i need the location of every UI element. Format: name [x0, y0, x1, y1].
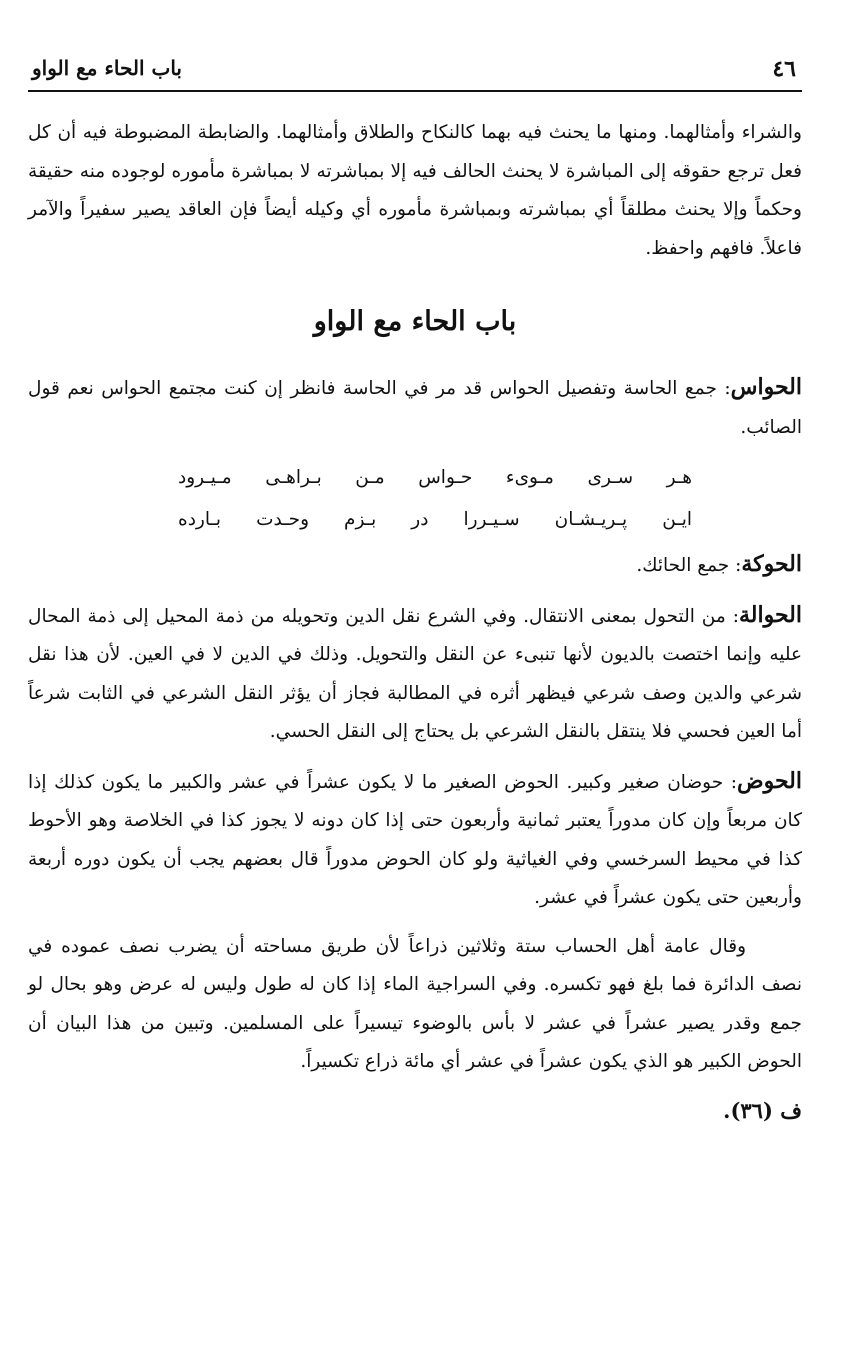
entry-text: : جمع الحاسة وتفصيل الحواس قد مر في الحاسة فانظر إن كنت مجتمع الحواس نعم قول الصائب.	[28, 378, 802, 438]
page-header	[28, 54, 802, 92]
running-title: باب الحاء مع الواو	[32, 56, 182, 80]
page-number: ٤٦	[772, 56, 796, 82]
source-reference: ف (٣٦).	[723, 1097, 802, 1123]
verse-line-1: هـر سـرى مـوىء حـواس مـن بـراهـى مـيـرود	[178, 467, 692, 488]
entry-term: الحواس	[730, 374, 802, 400]
entry-text: : من التحول بمعنى الانتقال. وفي الشرع نقل الدين وتحويله من ذمة المحيل إلى ذمة المحال عليه وإنما اختصت بالديون لأنها تنبىء عن النقل والتحويل. وذلك في الدين لا في العين. لأن هذا نقل شرعي والدين وصف شرعي فيظهر أثره في المطالبة فجاز أن يؤثر النقل الشرعي في الثابت شرعاً أما العين فحسي فلا ينتقل بالنقل الشرعي بل يحتاج إلى النقل الحسي.	[28, 605, 802, 742]
entry-text: : جمع الحائك.	[636, 555, 742, 576]
entry-term: الحوض	[737, 767, 802, 794]
entry-hawd-continued: وقال عامة أهل الحساب ستة وثلاثين ذراعاً لأن طريق مساحته أن يضرب نصف عموده في نصف الدائرة فما بلغ فهو تكسره. وفي السراجية الماء إذا كان له طول وليس له عرض وهو بحال لو جمع وقدر يصير عشراً في عشر لا بأس بالوضوء تيسيراً على المسلمين. وتبين من هذا البيان أن الحوض الكبير هو الذي يكون عشراً في عشر أي مائة ذراع تكسيراً.	[28, 935, 802, 1072]
entry-hawka	[28, 545, 802, 586]
page-body	[28, 114, 802, 1140]
intro-paragraph: والشراء وأمثالهما. ومنها ما يحنث فيه بهما كالنكاح والطلاق وأمثالهما. والضابطة المضبوطة فيه أن كل فعل ترجع حقوقه إلى المباشرة لا يحنث الحالف فيه إلا بمباشرته لا بمباشرة مأموره لوجوده منه حقيقة وحكماً وإلا يحنث مطلقاً أي بمباشرته وبمباشرة مأموره أي وكيله أيضاً فإن العاقد يصير سفيراً والآمر فاعلاً. فافهم واحفظ.	[28, 122, 802, 259]
verse-line-2: ايـن پـريـشـان سـيـررا در بـزم وحـدت بـارده	[178, 509, 692, 530]
entry-hawala	[28, 596, 802, 752]
entry-hawd	[28, 762, 802, 918]
verse-block	[28, 457, 802, 541]
entry-text: : حوضان صغير وكبير. الحوض الصغير ما لا يكون عشراً في عشر والكبير ما يكون كذلك إذا كان مربعاً وإن كان مدوراً يعتبر ثمانية وأربعون حتى إذا كان دونه لا يجوز كذا في الخلاصة وهو الأحوط كذا في محيط السرخسي وفي الغياثية ولو كان الحوض مدوراً قال بعضهم يجب أن يكون دوره أربعة وأربعين حتى يكون عشراً في عشر.	[28, 771, 802, 908]
entry-term: الحوالة	[739, 601, 802, 628]
chapter-heading: باب الحاء مع الواو	[313, 306, 517, 337]
entry-term: الحوكة	[741, 551, 802, 577]
entry-hawas	[28, 368, 802, 447]
